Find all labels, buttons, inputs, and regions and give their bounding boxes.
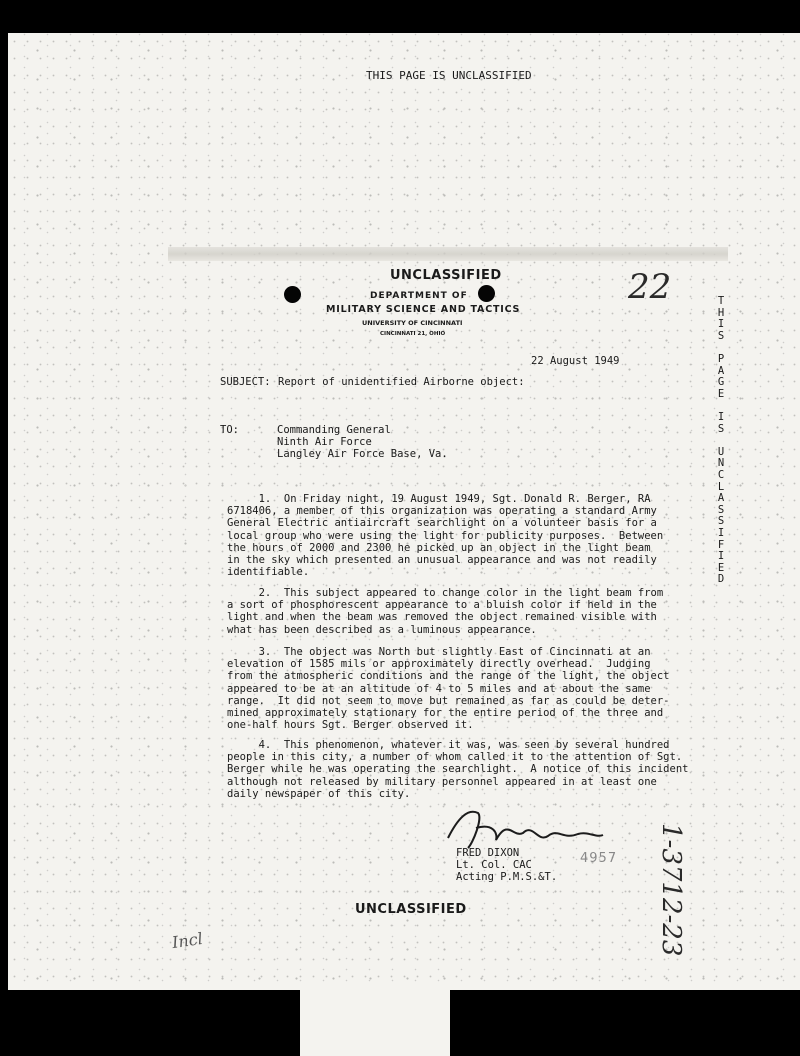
letterhead-military-science: MILITARY SCIENCE AND TACTICS bbox=[326, 304, 521, 315]
side-stamp-letter: I bbox=[717, 527, 725, 539]
bottom-classification: UNCLASSIFIED bbox=[355, 902, 467, 917]
paragraph-line: range. It did not seem to move but remained as far as could be deter- bbox=[227, 694, 670, 707]
paper-fold-shadow bbox=[168, 247, 728, 261]
punch-hole-left bbox=[284, 286, 301, 303]
paragraph-line: what has been described as a luminous appearance. bbox=[227, 623, 537, 636]
signer-rank: Lt. Col. CAC bbox=[456, 859, 532, 871]
side-stamp-letter: U bbox=[717, 445, 725, 458]
side-stamp-letter: N bbox=[717, 457, 725, 470]
body-paragraph-3 bbox=[227, 646, 670, 732]
letterhead-department: DEPARTMENT OF bbox=[370, 291, 468, 301]
subject-label: SUBJECT: bbox=[220, 376, 271, 388]
side-stamp-letter: T bbox=[717, 295, 725, 307]
side-stamp-letter: D bbox=[717, 573, 725, 586]
subject-text: Report of unidentified Airborne object: bbox=[278, 376, 525, 388]
paragraph-line: in the sky which presented an unusual appearance and was not readily bbox=[227, 554, 657, 567]
stamp-number: 4957 bbox=[580, 851, 618, 866]
side-stamp-letter: I bbox=[717, 318, 725, 331]
letter-date: 22 August 1949 bbox=[531, 355, 620, 367]
to-line-3: Langley Air Force Base, Va. bbox=[277, 448, 448, 460]
paragraph-line: identifiable. bbox=[227, 566, 310, 579]
side-stamp-letter: A bbox=[717, 492, 725, 505]
side-stamp-letter: C bbox=[717, 469, 725, 481]
signer-title: Acting P.M.S.&T. bbox=[456, 871, 558, 883]
body-paragraph-2 bbox=[227, 587, 664, 636]
paragraph-line: daily newspaper of this city. bbox=[227, 787, 411, 800]
to-line-1: Commanding General bbox=[277, 424, 391, 436]
paragraph-line: a sort of phosphorescent appearance to a bluish color if held in the bbox=[227, 599, 657, 612]
side-stamp-letter: E bbox=[717, 561, 725, 574]
side-stamp-letter: P bbox=[717, 353, 725, 365]
paragraph-line: mined approximately stationary for the entire period of the three and bbox=[227, 707, 664, 720]
side-stamp-letter: S bbox=[717, 503, 725, 516]
letterhead-university: UNIVERSITY OF CINCINNATI bbox=[362, 319, 463, 327]
side-stamp-letter: S bbox=[717, 422, 725, 435]
paragraph-line: people in this city, a number of whom called it to the attention of Sgt. bbox=[227, 751, 683, 764]
side-stamp-letter: A bbox=[717, 364, 725, 377]
paragraph-line: the hours of 2000 and 2300 he picked up an object in the light beam bbox=[227, 541, 651, 554]
paragraph-line: 3. The object was North but slightly East of Cincinnati at an bbox=[227, 646, 651, 658]
paragraph-line: 6718406, a member of this organization was operating a standard Army bbox=[227, 505, 657, 518]
paragraph-line: 1. On Friday night, 19 August 1949, Sgt. Donald R. Berger, RA bbox=[227, 493, 651, 505]
paragraph-line: 4. This phenomenon, whatever it was, was seen by several hundred bbox=[227, 739, 670, 751]
margin-note: Incl bbox=[170, 928, 204, 953]
document-page bbox=[8, 33, 800, 990]
paragraph-line: elevation of 1585 mils or approximately directly overhead. Judging bbox=[227, 658, 651, 671]
handwritten-page-number: 22 bbox=[628, 267, 672, 307]
side-stamp-letter: I bbox=[717, 411, 725, 423]
paragraph-line: appeared to be at an altitude of 4 to 5 miles and at about the same bbox=[227, 682, 651, 695]
side-stamp-letter: S bbox=[717, 515, 725, 528]
paragraph-line: from the atmospheric conditions and the range of the light, the object bbox=[227, 670, 670, 683]
side-stamp-letter: S bbox=[717, 329, 725, 342]
scan-edge-fragment bbox=[300, 990, 450, 1056]
side-stamp-letter: G bbox=[717, 376, 725, 389]
paragraph-line: light and when the beam was removed the object remained visible with bbox=[227, 611, 657, 624]
paragraph-line: one-half hours Sgt. Berger observed it. bbox=[227, 719, 474, 732]
top-classification-notice: THIS PAGE IS UNCLASSIFIED bbox=[366, 69, 532, 82]
body-paragraph-1 bbox=[227, 493, 664, 579]
side-stamp-letter: F bbox=[717, 538, 725, 551]
right-margin-reference-number: 1-3712-23 bbox=[656, 823, 686, 957]
paragraph-line: 2. This subject appeared to change color in the light beam from bbox=[227, 587, 664, 599]
to-label: TO: bbox=[220, 424, 239, 436]
letterhead-classification: UNCLASSIFIED bbox=[390, 268, 502, 283]
side-stamp-letter: H bbox=[717, 306, 725, 319]
paragraph-line: Berger while he was operating the searchlight. A notice of this incident bbox=[227, 763, 689, 776]
side-stamp-letter: L bbox=[717, 480, 725, 493]
side-stamp-letter: E bbox=[717, 387, 725, 400]
paragraph-line: General Electric antiaircraft searchlight on a volunteer basis for a bbox=[227, 517, 657, 530]
letterhead-city: CINCINNATI 21, OHIO bbox=[380, 331, 446, 337]
to-line-2: Ninth Air Force bbox=[277, 436, 372, 448]
punch-hole-right bbox=[478, 285, 495, 302]
paragraph-line: local group who were using the light for publicity purposes. Between bbox=[227, 529, 664, 542]
signer-name: FRED DIXON bbox=[456, 847, 520, 859]
body-paragraph-4 bbox=[227, 739, 689, 800]
side-stamp-letter: I bbox=[717, 550, 725, 563]
paragraph-line: although not released by military personnel appeared in at least one bbox=[227, 775, 657, 788]
